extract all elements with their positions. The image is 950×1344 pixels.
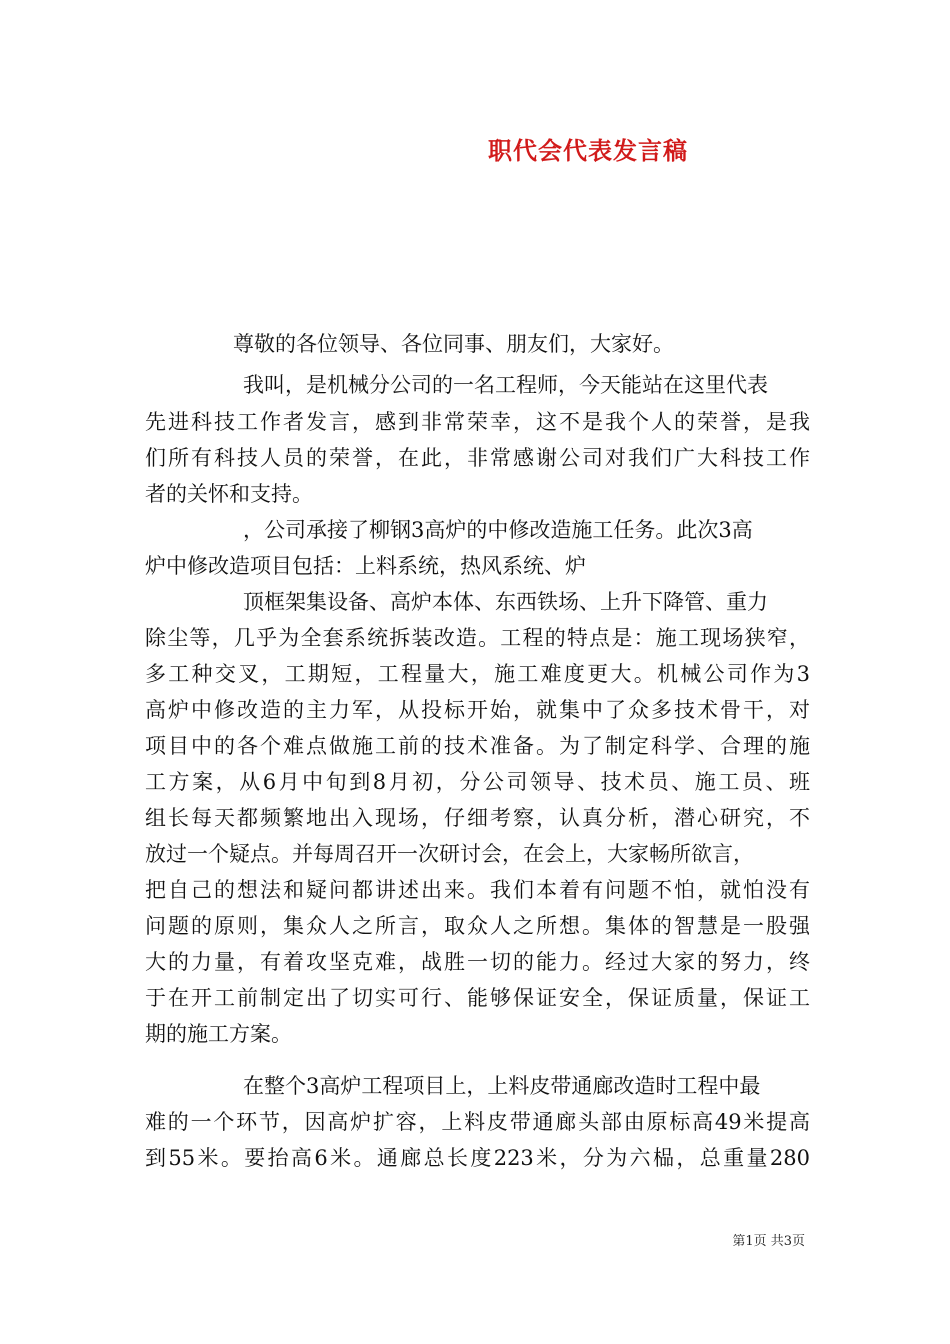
paragraph-line: 在整个3高炉工程项目上，上料皮带通廊改造时工程中最 (243, 1074, 761, 1098)
paragraph-line: 难的一个环节，因高炉扩容，上料皮带通廊头部由原标高49米提高 (145, 1110, 810, 1134)
document-title: 职代会代表发言稿 (488, 137, 688, 165)
page-footer: 第1页 共3页 (732, 1234, 805, 1249)
paragraph-line: 大的力量，有着攻坚克难，战胜一切的能力。经过大家的努力，终 (145, 950, 810, 974)
paragraph-line: 者的关怀和支持。 (145, 482, 313, 506)
paragraph-line: 工方案，从6月中旬到8月初，分公司领导、技术员、施工员、班 (145, 770, 810, 794)
paragraph-line: 除尘等，几乎为全套系统拆装改造。工程的特点是：施工现场狭窄， (145, 626, 810, 650)
paragraph-line: 项目中的各个难点做施工前的技术准备。为了制定科学、合理的施 (145, 734, 810, 758)
paragraph-line: 顶框架集设备、高炉本体、东西铁场、上升下降管、重力 (243, 590, 768, 614)
paragraph-line: 把自己的想法和疑问都讲述出来。我们本着有问题不怕，就怕没有 (145, 878, 810, 902)
salutation-line: 尊敬的各位领导、各位同事、朋友们，大家好。 (233, 332, 674, 356)
paragraph-line: 到55米。要抬高6米。通廊总长度223米，分为六榀，总重量280 (145, 1146, 810, 1170)
paragraph-line: 我叫，是机械分公司的一名工程师，今天能站在这里代表 (243, 373, 768, 397)
paragraph-line: 们所有科技人员的荣誉，在此，非常感谢公司对我们广大科技工作 (145, 446, 810, 470)
paragraph-line: 期的施工方案。 (145, 1022, 292, 1046)
paragraph-line: 组长每天都频繁地出入现场，仔细考察，认真分析，潜心研究，不 (145, 806, 810, 830)
paragraph-line: 先进科技工作者发言，感到非常荣幸，这不是我个人的荣誉，是我 (145, 410, 810, 434)
paragraph-line: 炉中修改造项目包括：上料系统，热风系统、炉 (145, 554, 586, 578)
paragraph-line: 于在开工前制定出了切实可行、能够保证安全，保证质量，保证工 (145, 986, 810, 1010)
paragraph-line: ，公司承接了柳钢3高炉的中修改造施工任务。此次3高 (243, 518, 753, 542)
paragraph-line: 高炉中修改造的主力军，从投标开始，就集中了众多技术骨干，对 (145, 698, 810, 722)
paragraph-line: 放过一个疑点。并每周召开一次研讨会，在会上，大家畅所欲言， (145, 842, 754, 866)
paragraph-line: 多工种交叉，工期短，工程量大，施工难度更大。机械公司作为3 (145, 662, 810, 686)
paragraph-line: 问题的原则，集众人之所言，取众人之所想。集体的智慧是一股强 (145, 914, 810, 938)
